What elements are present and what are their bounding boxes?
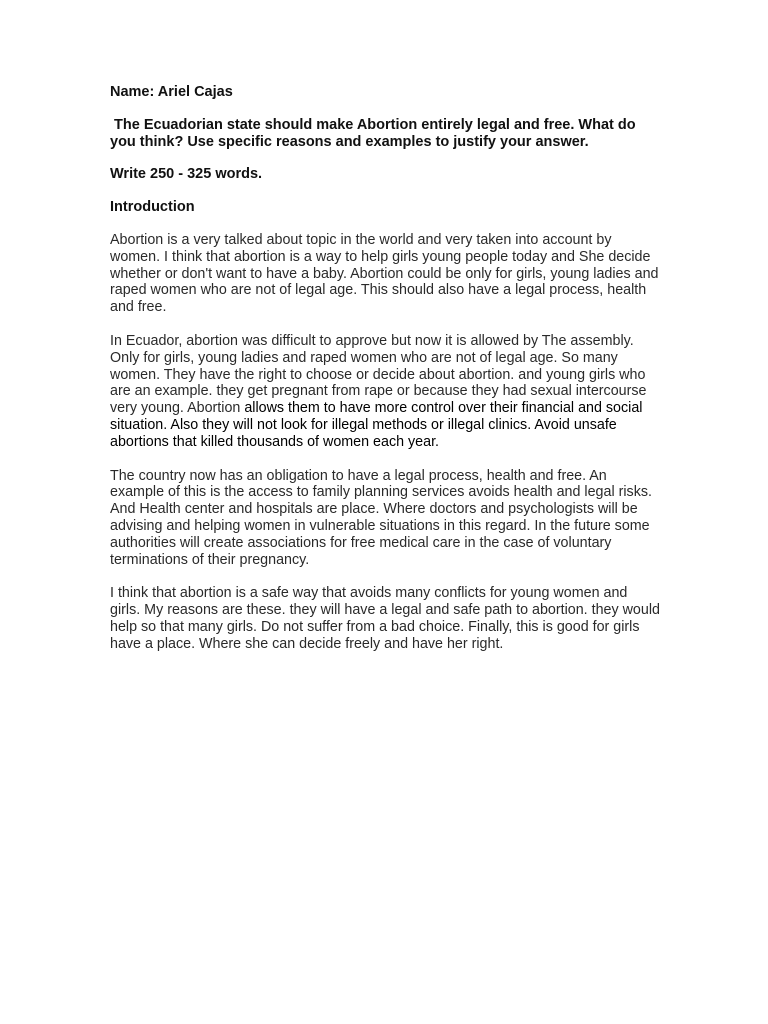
paragraph-2-part-1: In Ecuador, abortion was difficult to approve but now it is allowed by The assembly. Only for girls, young ladies and raped women who are not of legal age. So many women. They have the right to choose or decide about abortion. and young girls who are an example. they get pregnant from rape or because they had sexual intercourse very young. Abortion [110, 332, 647, 417]
paragraph-2-part-2: allows them to have more control over their financial and social situation. Also they will not look for illegal methods or illegal clinics. Avoid unsafe abortions that killed thousands of women each year. [110, 400, 643, 450]
essay-prompt: The Ecuadorian state should make Abortion entirely legal and free. What do you think? Use specific reasons and examples to justify your answer. [110, 116, 640, 150]
section-heading: Introduction [110, 199, 195, 216]
paragraph-4: I think that abortion is a safe way that avoids many conflicts for young women and girls. My reasons are these. they will have a legal and safe path to abortion. they would help so that many girls. Do not suffer from a bad choice. Finally, this is good for girls have a place. Where she can decide freely and have her right. [110, 585, 660, 652]
author-name: Name: Ariel Cajas [110, 84, 233, 100]
word-count-instruction: Write 250 - 325 words. [110, 166, 263, 183]
document-page [110, 84, 660, 653]
paragraph-3: The country now has an obligation to have a legal process, health and free. An example of this is the access to family planning services avoids health and legal risks. And Health center and hospitals are place. Where doctors and psychologists will be advising and helping women in vulnerable situations in this regard. In the future some authorities will create associations for free medical care in the case of voluntary terminations of their pregnancy. [110, 467, 652, 568]
paragraph-1: Abortion is a very talked about topic in the world and very taken into account by women. I think that abortion is a way to help girls young people today and She decide whether or don't want to have a baby. Abortion could be only for girls, young ladies and raped women who are not of legal age. This should also have a legal process, health and free. [110, 231, 659, 316]
paragraph-2 [110, 333, 660, 451]
